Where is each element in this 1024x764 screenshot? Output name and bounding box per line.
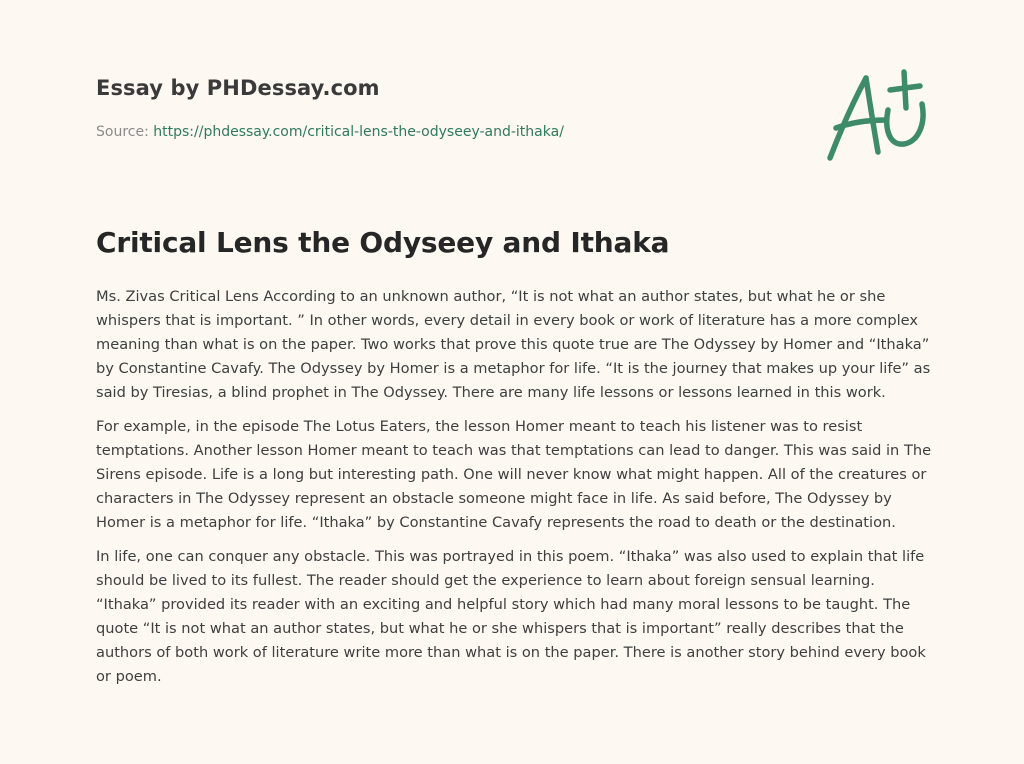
source-link[interactable]: https://phdessay.com/critical-lens-the-odyseey-and-ithaka/ (153, 124, 564, 140)
site-brand: Essay by PHDessay.com (96, 76, 380, 100)
source-label: Source: (96, 124, 149, 140)
a-plus-logo-icon (818, 64, 934, 166)
essay-page (96, 0, 936, 764)
essay-body (96, 285, 932, 699)
essay-paragraph: In life, one can conquer any obstacle. This was portrayed in this poem. “Ithaka” was also used to explain that life should be lived to its fullest. The reader should get the experience to learn about foreign sensual learning. “Ithaka” provided its reader with an exciting and helpful story which had many moral lessons to be taught. The quote “It is not what an author states, but what he or she whispers that is important” really describes that the authors of both work of literature write more than what is on the paper. There is another story behind every book or poem. (96, 548, 926, 685)
source-line (96, 124, 564, 140)
essay-paragraph: Ms. Zivas Critical Lens According to an unknown author, “It is not what an author states, but what he or she whispers that is important. ” In other words, every detail in every book or work of literature has a more complex meaning than what is on the paper. Two works that prove this quote true are The Odyssey by Homer and “Ithaka” by Constantine Cavafy. The Odyssey by Homer is a metaphor for life. “It is the journey that makes up your life” as said by Tiresias, a blind prophet in The Odyssey. There are many life lessons or lessons learned in this work. (96, 288, 931, 401)
essay-title: Critical Lens the Odyseey and Ithaka (96, 226, 670, 259)
essay-paragraph: For example, in the episode The Lotus Eaters, the lesson Homer meant to teach his listener was to resist temptations. Another lesson Homer meant to teach was that temptations can lead to danger. This was said in The Sirens episode. Life is a long but interesting path. One will never know what might happen. All of the creatures or characters in The Odyssey represent an obstacle someone might face in life. As said before, The Odyssey by Homer is a metaphor for life. “Ithaka” by Constantine Cavafy represents the road to death or the destination. (96, 418, 932, 531)
